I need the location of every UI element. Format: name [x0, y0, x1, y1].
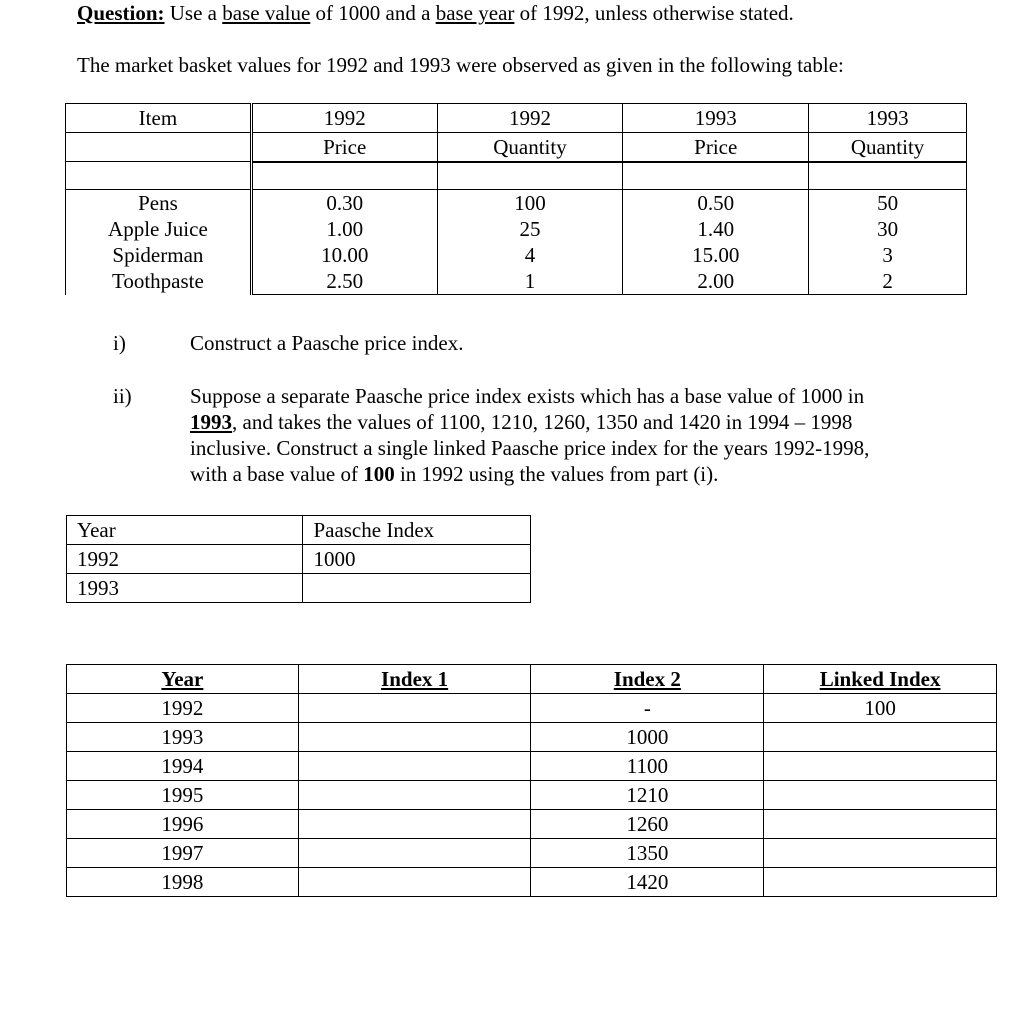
index2-cell: 1260	[531, 810, 764, 839]
index2-cell: 1210	[531, 781, 764, 810]
market-header-cell: 1992	[251, 104, 437, 133]
market-data-row	[66, 190, 967, 295]
index2-cell: -	[531, 694, 764, 723]
index1-cell	[298, 694, 531, 723]
linked-index-cell	[764, 839, 997, 868]
market-header-cell: Price	[251, 133, 437, 162]
table-row	[67, 781, 997, 810]
market-header-row-2	[66, 133, 967, 162]
table-row	[67, 868, 997, 897]
table-row	[67, 574, 531, 603]
price-1992-cell: 0.30 1.00 10.00 2.50	[251, 190, 437, 295]
table-row	[67, 810, 997, 839]
part-ii-line-3: inclusive. Construct a single linked Paasche price index for the years 1992-1998,	[190, 436, 870, 460]
table-row	[67, 839, 997, 868]
year-cell: 1996	[67, 810, 299, 839]
part-ii-line-4: with a base value of 100 in 1992 using the values from part (i).	[190, 462, 719, 486]
linked-index-cell	[764, 810, 997, 839]
market-header-cell: Quantity	[809, 133, 967, 162]
part-ii-line-2: 1993, and takes the values of 1100, 1210, 1260, 1350 and 1420 in 1994 – 1998	[190, 410, 853, 434]
index2-cell: 1350	[531, 839, 764, 868]
paasche-header-cell: Paasche Index	[303, 516, 531, 545]
year-cell: 1992	[67, 545, 303, 574]
year-cell: 1993	[67, 723, 299, 752]
year-cell: 1997	[67, 839, 299, 868]
index2-cell: 1100	[531, 752, 764, 781]
linked-header-row	[67, 665, 997, 694]
paasche-header-row	[67, 516, 531, 545]
table-row	[67, 723, 997, 752]
table-row	[67, 694, 997, 723]
index1-cell	[298, 781, 531, 810]
index-cell: 1000	[303, 545, 531, 574]
year-cell: 1995	[67, 781, 299, 810]
year-cell: 1992	[67, 694, 299, 723]
intro-line-2: The market basket values for 1992 and 1993 were observed as given in the following table:	[77, 53, 844, 77]
question-text-3: of 1992, unless otherwise stated.	[514, 1, 794, 25]
quantity-1993-cell: 50 30 3 2	[809, 190, 967, 295]
question-label: Question:	[77, 1, 165, 25]
linked-index-cell	[764, 723, 997, 752]
price-1993-cell: 0.50 1.40 15.00 2.00	[623, 190, 809, 295]
year-1993-emphasis: 1993	[190, 410, 232, 434]
index2-cell: 1420	[531, 868, 764, 897]
part-i-text: Construct a Paasche price index.	[190, 331, 464, 355]
question-text-2: of 1000 and a	[310, 1, 436, 25]
base-100-emphasis: 100	[363, 462, 395, 486]
index1-cell	[298, 810, 531, 839]
question-line	[77, 0, 794, 26]
part-i-label: i)	[113, 331, 126, 355]
index1-cell	[298, 752, 531, 781]
paasche-index-table	[66, 515, 531, 603]
linked-header-cell: Linked Index	[764, 665, 997, 694]
linked-header-cell: Index 1	[298, 665, 531, 694]
year-cell: 1994	[67, 752, 299, 781]
year-cell: 1998	[67, 868, 299, 897]
market-header-cell: Item	[66, 104, 252, 133]
quantity-1992-cell: 100 25 4 1	[437, 190, 623, 295]
market-basket-table	[65, 103, 967, 295]
index1-cell	[298, 839, 531, 868]
market-header-cell	[66, 133, 252, 162]
question-text-1: Use a	[169, 1, 223, 25]
market-header-cell: 1993	[809, 104, 967, 133]
market-header-cell: Price	[623, 133, 809, 162]
linked-index-table	[66, 664, 997, 897]
table-row	[67, 545, 531, 574]
market-header-cell: Quantity	[437, 133, 623, 162]
index1-cell	[298, 723, 531, 752]
market-header-row-1	[66, 104, 967, 133]
index1-cell	[298, 868, 531, 897]
base-year-term: base year	[435, 1, 515, 25]
linked-index-cell: 100	[764, 694, 997, 723]
part-ii-label: ii)	[113, 384, 132, 408]
linked-index-cell	[764, 752, 997, 781]
year-cell: 1993	[67, 574, 303, 603]
part-ii-line-1: Suppose a separate Paasche price index exists which has a base value of 1000 in	[190, 384, 865, 408]
table-row	[67, 752, 997, 781]
linked-header-cell: Year	[67, 665, 299, 694]
paasche-header-cell: Year	[67, 516, 303, 545]
linked-index-cell	[764, 868, 997, 897]
item-cell: Pens Apple Juice Spiderman Toothpaste	[66, 190, 252, 295]
market-spacer-row	[66, 162, 967, 190]
market-header-cell: 1992	[437, 104, 623, 133]
index2-cell: 1000	[531, 723, 764, 752]
base-value-term: base value	[222, 1, 311, 25]
linked-header-cell: Index 2	[531, 665, 764, 694]
index-cell	[303, 574, 531, 603]
market-header-cell: 1993	[623, 104, 809, 133]
linked-index-cell	[764, 781, 997, 810]
